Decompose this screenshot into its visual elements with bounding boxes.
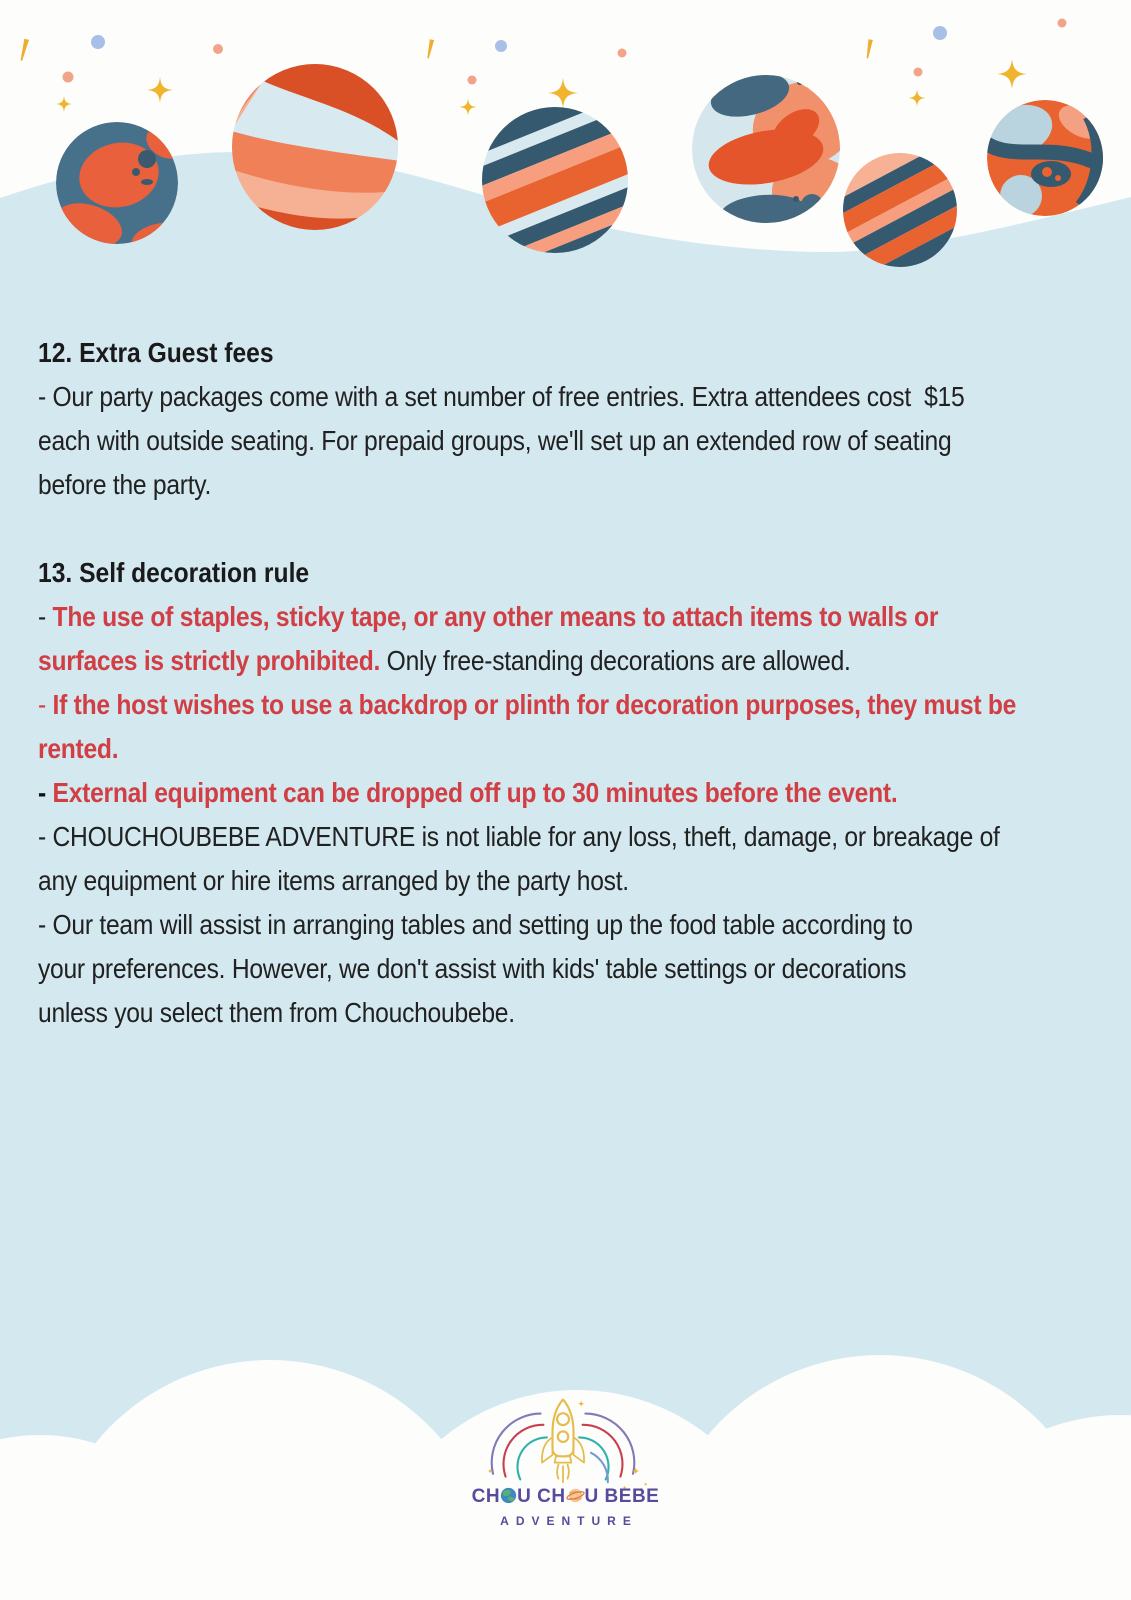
rule-text: Only free-standing decorations are allowed. [380, 645, 851, 676]
rule-text-red: rented. [38, 733, 119, 764]
bottom-clouds [0, 1355, 1131, 1600]
rule-text: your preferences. However, we don't assist with kids' table settings or decorations [38, 953, 907, 984]
rule-text-line [38, 947, 1085, 991]
rule-text: each with outside seating. For prepaid groups, we'll set up an extended row of seating [38, 425, 952, 456]
rules-section [38, 331, 1085, 507]
rule-text-red: If the host wishes to use a backdrop or plinth for decoration purposes, they must be [52, 689, 1017, 720]
rule-text: before the party. [38, 469, 212, 500]
rule-text-line [38, 419, 1085, 463]
rule-text: - [38, 601, 53, 632]
rules-section [38, 551, 1085, 1035]
rule-text-line [38, 463, 1085, 507]
section-heading: 12. Extra Guest fees [38, 337, 274, 368]
wordmark-text: U BEBE [584, 1486, 660, 1507]
rule-text: - Our team will assist in arranging tables and setting up the food table according to [38, 909, 913, 940]
wordmark-text: CH [471, 1486, 501, 1507]
rule-text-line [38, 375, 1085, 419]
rule-text-line [38, 859, 1085, 903]
rule-text-line [38, 815, 1085, 859]
brand-wordmark [0, 1486, 1131, 1508]
rule-text-line [38, 727, 1085, 771]
rule-text-red: The use of staples, sticky tape, or any other means to attach items to walls or [52, 601, 939, 632]
rule-text-red: surfaces is strictly prohibited. [38, 645, 381, 676]
rule-text-line [38, 639, 1085, 683]
wordmark-text: U CH [517, 1486, 566, 1507]
rule-text: any equipment or hire items arranged by the party host. [38, 865, 629, 896]
brand-tagline: ADVENTURE [500, 1514, 638, 1528]
earth-planet-icon [500, 1487, 517, 1504]
rule-text-line [38, 595, 1085, 639]
rule-text-line [38, 991, 1085, 1035]
rule-text-red: External equipment can be dropped off up to 30 minutes before the event. [52, 777, 898, 808]
rule-text: - Our party packages come with a set number of free entries. Extra attendees cost $15 [38, 381, 965, 412]
rule-text: - [38, 777, 53, 808]
rule-text-line [38, 771, 1085, 815]
rule-text-red: - [38, 689, 53, 720]
rule-text: - CHOUCHOUBEBE ADVENTURE is not liable for any loss, theft, damage, or breakage of [38, 821, 1000, 852]
rule-text-line [38, 683, 1085, 727]
rule-text-line [38, 903, 1085, 947]
rules-text-block [38, 331, 1085, 1035]
section-heading: 13. Self decoration rule [38, 557, 310, 588]
rule-text: unless you select them from Chouchoubebe. [38, 997, 515, 1028]
ringed-planet-icon [566, 1487, 585, 1504]
